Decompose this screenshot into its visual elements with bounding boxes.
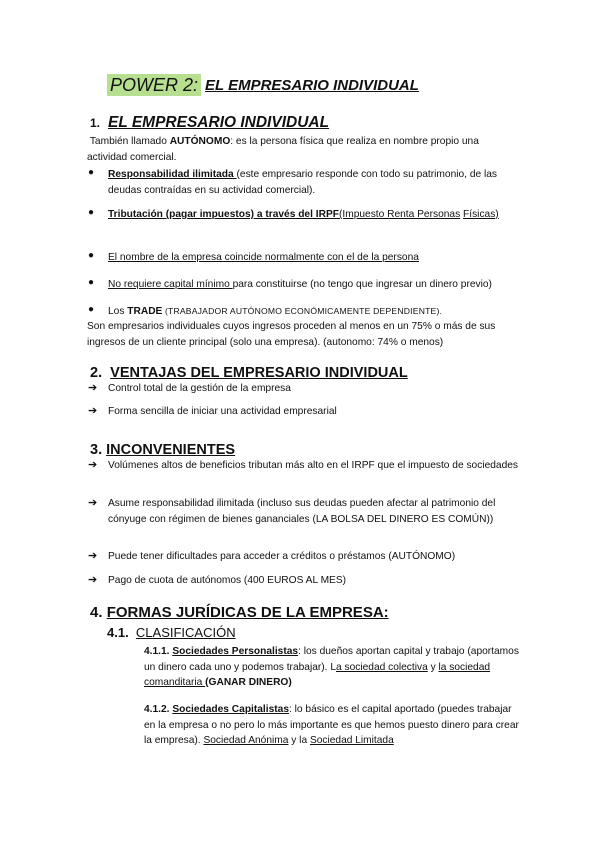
bullet-4-emphasis: No requiere capital mínimo	[108, 279, 233, 290]
section-1-title: EL EMPRESARIO INDIVIDUAL	[108, 114, 330, 131]
p1-heading: Sociedades Personalistas	[172, 646, 299, 657]
p1-comanditaria: comanditaria	[144, 677, 206, 688]
document-title	[107, 74, 419, 96]
intro-bold: AUTÓNOMO	[169, 136, 231, 147]
capitalistas-paragraph	[144, 702, 524, 749]
list-item	[88, 250, 520, 266]
section-1-intro	[87, 134, 517, 165]
drawback-4: Pago de cuota de autónomos (400 EUROS AL MES)	[108, 575, 347, 586]
bullet-2-text-a: (Impuesto Renta	[338, 209, 418, 220]
title-highlight: POWER 2:	[107, 74, 201, 96]
section-1-heading	[90, 114, 329, 132]
arrow-icon: ➔	[88, 382, 98, 394]
bullet-2-text-b: Personas	[417, 209, 461, 220]
bullet-3-text-b: el de la persona	[343, 252, 419, 263]
section-4-title: FORMAS JURÍDICAS DE LA EMPRESA:	[106, 604, 389, 621]
trade-paragraph	[87, 319, 527, 350]
p2-number: 4.1.2.	[144, 704, 170, 715]
drawback-2: Asume responsabilidad ilimitada (incluso sus deudas pueden afectar al patrimonio del cónyuge con régimen de bienes gananciales (LA BOLSA DEL DINERO ES COMÚN))	[108, 498, 496, 525]
section-2-number: 2.	[90, 365, 103, 381]
p1-number: 4.1.1.	[144, 646, 170, 657]
section-3-heading	[90, 441, 235, 459]
p1-colectiva: a sociedad colectiva	[336, 661, 428, 673]
section-2-heading	[90, 364, 408, 382]
p1-connector: y	[427, 661, 439, 673]
advantage-2: Forma sencilla de iniciar una actividad empresarial	[108, 406, 337, 417]
arrow-icon: ➔	[88, 550, 98, 562]
p1-sociedad: la sociedad	[438, 661, 491, 673]
arrow-icon: ➔	[88, 497, 98, 509]
title-rest: EL EMPRESARIO INDIVIDUAL	[205, 76, 419, 94]
intro-post: : es la persona física que realiza en nombre propio una actividad comercial.	[87, 136, 479, 163]
bullet-icon: ●	[88, 207, 95, 218]
list-item	[88, 207, 508, 223]
subsection-heading	[107, 624, 236, 642]
list-item	[88, 277, 528, 293]
section-3-title: INCONVENIENTES	[106, 442, 236, 458]
list-item	[88, 381, 518, 397]
p1-bold: (GANAR DINERO)	[205, 677, 292, 688]
section-4-heading	[90, 604, 389, 622]
advantage-1: Control total de la gestión de la empresa	[108, 383, 291, 394]
p1-text: : los dueños aportan capital y trabajo (aportamos un dinero cada uno y podemos trabajar). L	[144, 646, 519, 673]
p2-heading: Sociedades Capitalistas	[172, 704, 289, 715]
list-item	[88, 404, 518, 420]
bullet-5-bold: TRADE	[127, 306, 163, 317]
bullet-1-emphasis: Responsabilidad ilimitada	[108, 169, 237, 180]
p2-text: : lo básico es el capital aportado (puedes trabajar en la empresa o no pero lo más importante es que hemos puesto dinero para crear la empresa).	[144, 704, 519, 746]
arrow-icon: ➔	[88, 574, 98, 586]
list-item	[88, 458, 518, 474]
bullet-icon: ●	[88, 167, 95, 178]
list-item	[88, 549, 518, 565]
arrow-icon: ➔	[88, 405, 98, 417]
list-item	[88, 496, 518, 527]
list-item	[88, 167, 520, 198]
list-item	[88, 304, 528, 320]
bullet-2-text-c: Físicas)	[463, 209, 499, 220]
bullet-icon: ●	[88, 304, 95, 315]
p2-connector: y la	[288, 735, 310, 746]
p2-limitada: Sociedad Limitada	[309, 735, 394, 746]
bullet-3-text-a: El nombre de la empresa coincide normalmente con	[108, 252, 344, 263]
drawback-1: Volúmenes altos de beneficios tributan más alto en el IRPF que el impuesto de sociedades	[108, 460, 519, 471]
drawback-3: Puede tener dificultades para acceder a créditos o préstamos (AUTÓNOMO)	[108, 551, 456, 562]
bullet-icon: ●	[88, 277, 95, 288]
bullet-5-text: (TRABAJADOR AUTÓNOMO ECONÓMICAMENTE DEPENDIENTE).	[162, 306, 443, 316]
bullet-2-emphasis: Tributación (pagar impuestos) a través del IRPF	[108, 209, 339, 220]
p2-anonima: Sociedad Anónima	[203, 735, 289, 746]
list-item	[88, 573, 518, 589]
bullet-1-text: (este empresario responde con todo su patrimonio, de las deudas contraídas en su actividad comercial).	[108, 169, 498, 196]
personalistas-paragraph	[144, 644, 524, 691]
bullet-icon: ●	[88, 250, 95, 261]
intro-pre: También llamado	[89, 136, 170, 147]
section-3-number: 3.	[90, 442, 103, 458]
trade-description: Son empresarios individuales cuyos ingresos proceden al menos en un 75% o más de sus ingresos de un cliente principal (solo una empresa). (autonomo: 74% o menos)	[87, 321, 496, 348]
bullet-4-text: para constituirse (no tengo que ingresar un dinero previo)	[232, 279, 492, 290]
subsection-number: 4.1.	[107, 625, 129, 640]
section-4-number: 4.	[90, 604, 103, 621]
bullet-5-pre: Los	[108, 306, 128, 317]
section-1-number: 1.	[90, 116, 101, 130]
section-2-title: VENTAJAS DEL EMPRESARIO INDIVIDUAL	[110, 365, 408, 381]
subsection-title: CLASIFICACIÓN	[135, 625, 236, 640]
arrow-icon: ➔	[88, 459, 98, 471]
